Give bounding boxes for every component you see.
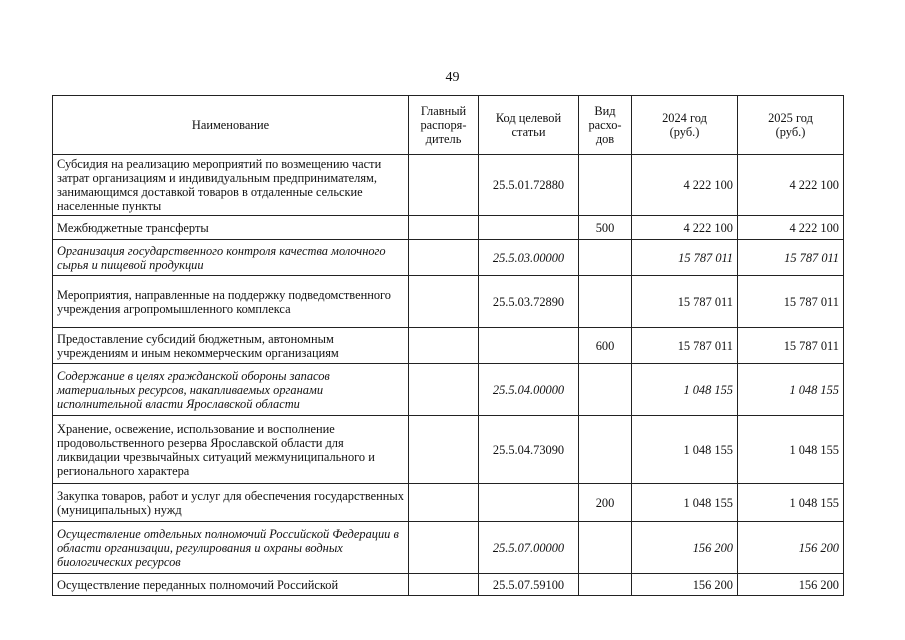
table-row xyxy=(53,484,844,522)
header-row xyxy=(53,96,844,155)
cell-name: Субсидия на реализацию мероприятий по возмещению части затрат организациям и индивидуальным предпринимателям, занимающимся доставкой товаров в отдаленные сельские населенные пункты xyxy=(53,155,409,216)
cell-2025: 1 048 155 xyxy=(738,364,844,416)
cell-manager xyxy=(409,574,479,596)
cell-name: Осуществление отдельных полномочий Российской Федерации в области организации, регулирования и охраны водных биологических ресурсов xyxy=(53,522,409,574)
cell-name: Межбюджетные трансферты xyxy=(53,216,409,240)
cell-2024: 1 048 155 xyxy=(632,416,738,484)
cell-code: 25.5.03.00000 xyxy=(479,240,579,276)
cell-2025: 15 787 011 xyxy=(738,276,844,328)
cell-manager xyxy=(409,155,479,216)
cell-type xyxy=(579,155,632,216)
cell-2025: 15 787 011 xyxy=(738,240,844,276)
cell-2025: 1 048 155 xyxy=(738,416,844,484)
cell-name: Содержание в целях гражданской обороны запасов материальных ресурсов, накапливаемых органами исполнительной власти Ярославской области xyxy=(53,364,409,416)
cell-2024: 4 222 100 xyxy=(632,216,738,240)
table-row xyxy=(53,240,844,276)
cell-2024: 4 222 100 xyxy=(632,155,738,216)
header-2024-line: 2024 год xyxy=(662,111,707,125)
table-row xyxy=(53,155,844,216)
cell-type: 200 xyxy=(579,484,632,522)
cell-2025: 4 222 100 xyxy=(738,155,844,216)
cell-2025: 15 787 011 xyxy=(738,328,844,364)
header-type-line: Вид xyxy=(594,104,616,118)
header-2024-line: (руб.) xyxy=(669,125,700,139)
table-row xyxy=(53,574,844,596)
header-2025-line: 2025 год xyxy=(768,111,813,125)
header-code-line: статьи xyxy=(511,125,546,139)
header-code-line: Код целевой xyxy=(495,111,562,125)
cell-code: 25.5.04.00000 xyxy=(479,364,579,416)
budget-table xyxy=(52,95,844,596)
page-number: 49 xyxy=(445,70,460,85)
cell-type xyxy=(579,574,632,596)
cell-name: Мероприятия, направленные на поддержку подведомственного учреждения агропромышленного комплекса xyxy=(53,276,409,328)
cell-name: Организация государственного контроля качества молочного сырья и пищевой продукции xyxy=(53,240,409,276)
table-row xyxy=(53,416,844,484)
cell-code xyxy=(479,216,579,240)
header-code xyxy=(479,96,579,155)
table-row xyxy=(53,364,844,416)
cell-type xyxy=(579,522,632,574)
header-type-line: расхо- xyxy=(588,118,622,132)
header-2024 xyxy=(632,96,738,155)
cell-type xyxy=(579,240,632,276)
cell-2025: 4 222 100 xyxy=(738,216,844,240)
cell-code: 25.5.01.72880 xyxy=(479,155,579,216)
cell-manager xyxy=(409,216,479,240)
cell-type xyxy=(579,416,632,484)
cell-manager xyxy=(409,276,479,328)
cell-code: 25.5.03.72890 xyxy=(479,276,579,328)
cell-manager xyxy=(409,364,479,416)
cell-2024: 15 787 011 xyxy=(632,276,738,328)
cell-2025: 1 048 155 xyxy=(738,484,844,522)
cell-2024: 15 787 011 xyxy=(632,328,738,364)
cell-2024: 1 048 155 xyxy=(632,484,738,522)
cell-code: 25.5.07.59100 xyxy=(479,574,579,596)
cell-manager xyxy=(409,522,479,574)
header-type-line: дов xyxy=(595,132,615,146)
cell-name: Предоставление субсидий бюджетным, автономным учреждениям и иным некоммерческим организациям xyxy=(53,328,409,364)
cell-2025: 156 200 xyxy=(738,574,844,596)
cell-2025: 156 200 xyxy=(738,522,844,574)
cell-code: 25.5.04.73090 xyxy=(479,416,579,484)
cell-manager xyxy=(409,416,479,484)
cell-2024: 1 048 155 xyxy=(632,364,738,416)
cell-code xyxy=(479,328,579,364)
table-row xyxy=(53,328,844,364)
table-row xyxy=(53,522,844,574)
cell-name: Хранение, освежение, использование и восполнение продовольственного резерва Ярославской области для ликвидации чрезвычайных ситуаций межмуниципального и регионального характера xyxy=(53,416,409,484)
header-manager-line: распоря- xyxy=(420,118,467,132)
cell-code xyxy=(479,484,579,522)
header-2025-line: (руб.) xyxy=(775,125,806,139)
header-type xyxy=(579,96,632,155)
header-name: Наименование xyxy=(53,96,409,155)
table-row xyxy=(53,276,844,328)
cell-name: Закупка товаров, работ и услуг для обеспечения государственных (муниципальных) нужд xyxy=(53,484,409,522)
cell-manager xyxy=(409,240,479,276)
cell-type xyxy=(579,276,632,328)
header-manager-line: Главный xyxy=(420,104,467,118)
cell-type xyxy=(579,364,632,416)
header-manager-line: дитель xyxy=(425,132,462,146)
cell-2024: 15 787 011 xyxy=(632,240,738,276)
cell-type: 500 xyxy=(579,216,632,240)
cell-2024: 156 200 xyxy=(632,574,738,596)
cell-name: Осуществление переданных полномочий Российской xyxy=(53,574,409,596)
cell-manager xyxy=(409,328,479,364)
cell-type: 600 xyxy=(579,328,632,364)
table-row xyxy=(53,216,844,240)
cell-code: 25.5.07.00000 xyxy=(479,522,579,574)
header-manager xyxy=(409,96,479,155)
header-2025 xyxy=(738,96,844,155)
cell-manager xyxy=(409,484,479,522)
cell-2024: 156 200 xyxy=(632,522,738,574)
